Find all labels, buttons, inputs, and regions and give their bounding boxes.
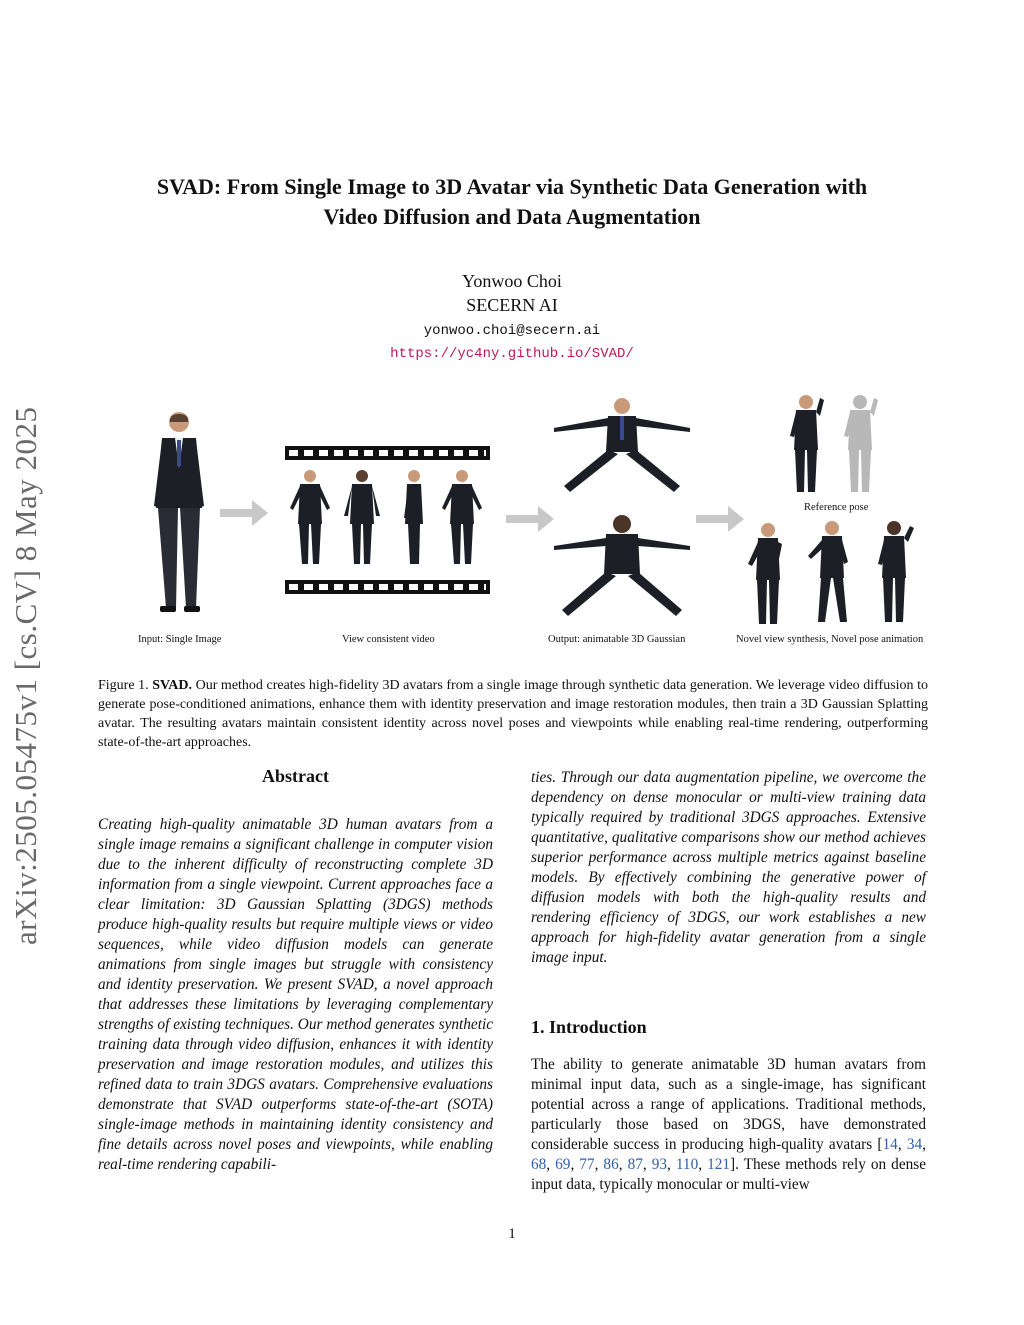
reference-pose-label: Reference pose (804, 502, 869, 513)
intro-text-after: ]. These methods rely on dense input data, typically monocular or multi-view (531, 1156, 926, 1193)
filmstrip-top (285, 446, 490, 460)
arrow-icon (220, 498, 270, 528)
figure-label-video: View consistent video (342, 634, 435, 645)
citation-link[interactable]: 69 (555, 1156, 571, 1173)
figure-label-novel: Novel view synthesis, Novel pose animation (736, 634, 924, 645)
video-frames-image (288, 468, 488, 568)
intro-text-before: The ability to generate animatable 3D human avatars from minimal input data, such as a single-image, has significant potential across a range of applications. Traditional methods, particularly those based on 3DGS, have demonstrated considerable success in producing high-quality avatars [ (531, 1056, 926, 1153)
caption-bold: SVAD. (152, 678, 193, 693)
citation-link[interactable]: 110 (675, 1156, 699, 1173)
figure-caption (98, 676, 928, 752)
figure-label-input: Input: Single Image (138, 634, 222, 645)
arrow-icon (696, 504, 746, 534)
figure-label-output: Output: animatable 3D Gaussian (548, 634, 686, 645)
reference-pose-image (782, 392, 892, 496)
introduction-heading: 1. Introduction (531, 1017, 647, 1037)
input-person-image (144, 408, 214, 618)
citation-link[interactable]: 86 (603, 1156, 619, 1173)
citation-link[interactable]: 14 (882, 1136, 898, 1153)
abstract-heading: Abstract (262, 766, 329, 786)
abstract-right-column: ties. Through our data augmentation pipeline, we overcome the dependency on dense monocular or multi-view training data typically required by traditional 3DGS approaches. Extensive quantitative, qualitative comparisons show our method achieves superior performance across multiple metrics against baseline models. By effectively combining the generative power of diffusion models with both the high-quality results and rendering efficiency of 3DGS, our work establishes a new approach for high-fidelity avatar generation from a single image input. (531, 769, 926, 966)
output-avatar-back-image (552, 512, 692, 618)
abstract-left-column: Creating high-quality animatable 3D human avatars from a single image remains a significant challenge in computer vision due to the inherent difficulty of reconstructing complete 3D information from a single viewpoint. Current approaches face a clear limitation: 3D Gaussian Splatting (3DGS) methods produce high-quality results but require multiple views or video sequences, while video diffusion models can generate animations from single images but struggle with consistency and identity preservation. We present SVAD, a novel approach that addresses these limitations by leveraging complementary strengths of existing techniques. Our method generates synthetic training data through video diffusion, enhances it with identity preservation and image restoration modules, and utilizes this refined data to train 3DGS avatars. Comprehensive evaluations demonstrate that SVAD outperforms state-of-the-art (SOTA) single-image methods in maintaining identity consistency and fine details across novel poses and viewpoints, while enabling real-time rendering capabili- (98, 816, 493, 1173)
citation-link[interactable]: 68 (531, 1156, 547, 1173)
caption-prefix: Figure 1. (98, 678, 149, 693)
paper-title (90, 172, 934, 232)
citation-link[interactable]: 93 (651, 1156, 667, 1173)
figure-1 (130, 392, 930, 654)
caption-text: Our method creates high-fidelity 3D avatars from a single image through synthetic data generation. We leverage video diffusion to generate pose-conditioned animations, enhance them with identity preservation and image restoration modules, then train a 3D Gaussian Splatting avatar. The resulting avatars maintain consistent identity across novel poses and viewpoints while enabling real-time rendering, outperforming state-of-the-art approaches. (98, 678, 929, 750)
author-affiliation: SECERN AI (466, 295, 558, 315)
filmstrip-bottom (285, 580, 490, 594)
citation-link[interactable]: 87 (627, 1156, 643, 1173)
project-url[interactable]: https://yc4ny.github.io/SVAD/ (390, 346, 634, 362)
citation-link[interactable]: 121 (707, 1156, 731, 1173)
title-line-2: Video Diffusion and Data Augmentation (323, 204, 701, 229)
output-avatar-front-image (552, 396, 692, 496)
author-name: Yonwoo Choi (462, 271, 562, 291)
author-email[interactable]: yonwoo.choi@secern.ai (423, 323, 601, 339)
arxiv-stamp: arXiv:2505.05475v1 [cs.CV] 8 May 2025 (8, 406, 43, 945)
citation-link[interactable]: 34 (906, 1136, 923, 1153)
introduction-paragraph: The ability to generate animatable 3D human avatars from minimal input data, such as a single-image, has significant potential across a range of applications. Traditional methods, particularly those based on 3DGS, have demonstrated considerable success in producing high-quality avatars [14, 34, 68, 69, 77, 86, 87, 93, 110, 121]. These methods rely on dense input data, typically monocular or multi-view (531, 1056, 926, 1193)
title-line-1: SVAD: From Single Image to 3D Avatar via Synthetic Data Generation with (156, 174, 868, 199)
page-number: 1 (508, 1226, 516, 1242)
arrow-icon (506, 504, 556, 534)
citation-link[interactable]: 77 (579, 1156, 595, 1173)
novel-pose-image (742, 520, 928, 630)
